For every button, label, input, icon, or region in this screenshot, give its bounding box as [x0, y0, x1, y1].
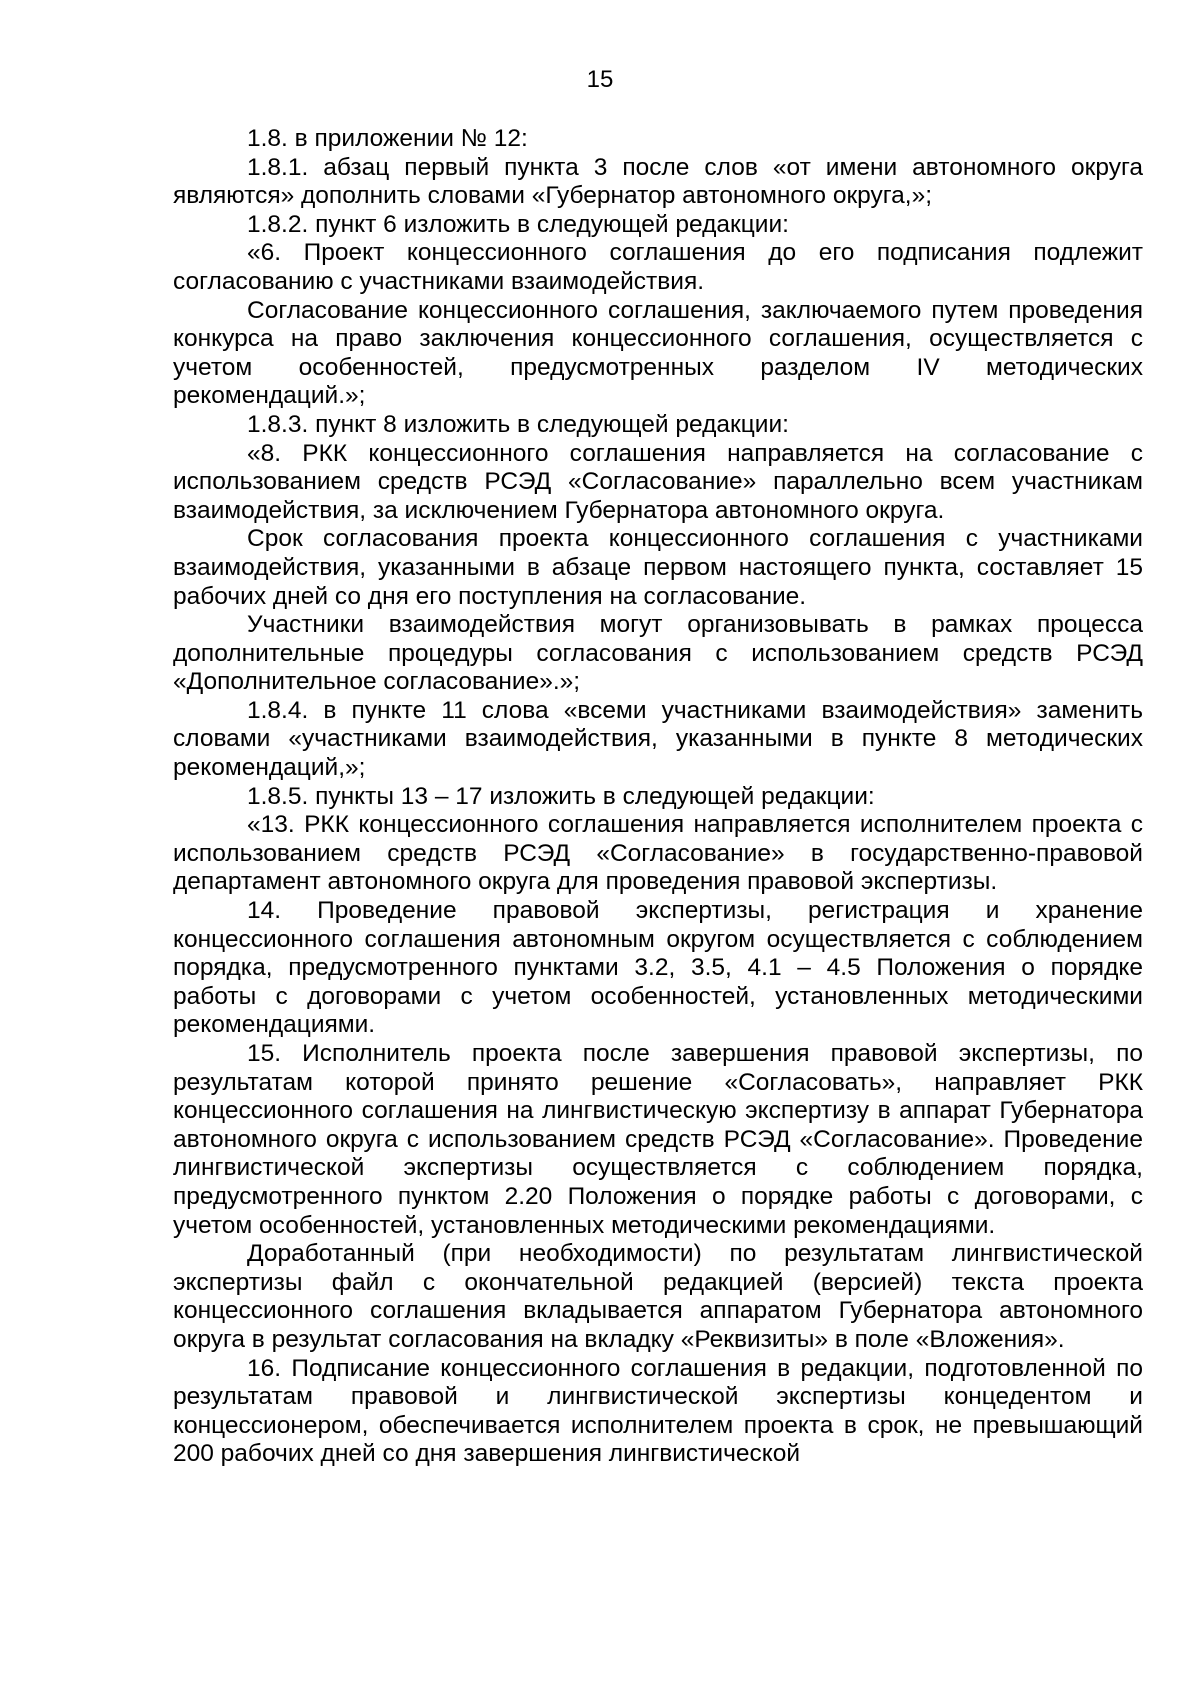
paragraph-1-8-4: 1.8.4. в пункте 11 слова «всеми участниками взаимодействия» заменить словами «участниками взаимодействия, указанными в пункте 8 методических рекомендаций,»; [173, 696, 1143, 782]
paragraph-item-6: «6. Проект концессионного соглашения до его подписания подлежит согласованию с участниками взаимодействия. [173, 239, 1143, 295]
paragraph-item-15-cont: Доработанный (при необходимости) по результатам лингвистической экспертизы файл с окончательной редакцией (версией) текста проекта концессионного соглашения вкладывается аппаратом Губернатора автономного округа в результат согласования на вкладку «Реквизиты» в поле «Вложения». [173, 1240, 1143, 1353]
document-body [173, 125, 1143, 1469]
page-number: 15 [586, 66, 614, 93]
paragraph-item-15: 15. Исполнитель проекта после завершения правовой экспертизы, по результатам которой принято решение «Согласовать», направляет РКК концессионного соглашения на лингвистическую экспертизу в аппарат Губернатора автономного округа с использованием средств РСЭД «Согласование». Проведение лингвистической экспертизы осуществляется с соблюдением порядка, предусмотренного пунктом 2.20 Положения о порядке работы с договорами, с учетом особенностей, установленных методическими рекомендациями. [173, 1040, 1143, 1239]
paragraph-item-6-cont: Согласование концессионного соглашения, заключаемого путем проведения конкурса на право заключения концессионного соглашения, осуществляется с учетом особенностей, предусмотренных разделом IV методических рекомендаций.»; [173, 296, 1143, 410]
paragraph-1-8: 1.8. в приложении № 12: [247, 125, 528, 152]
paragraph-item-16: 16. Подписание концессионного соглашения в редакции, подготовленной по результатам правовой и лингвистической экспертизы концедентом и концессионером, обеспечивается исполнителем проекта в срок, не превышающий 200 рабочих дней со дня завершения лингвистической [173, 1354, 1143, 1468]
paragraph-item-8: «8. РКК концессионного соглашения направляется на согласование с использованием средств РСЭД «Согласование» параллельно всем участникам взаимодействия, за исключением Губернатора автономного округа. [173, 439, 1143, 524]
paragraph-1-8-2: 1.8.2. пункт 6 изложить в следующей редакции: [247, 210, 789, 238]
paragraph-1-8-5: 1.8.5. пункты 13 – 17 изложить в следующей редакции: [247, 782, 875, 810]
paragraph-1-8-1: 1.8.1. абзац первый пункта 3 после слов «от имени автономного округа являются» дополнить словами «Губернатор автономного округа,»; [173, 153, 1143, 210]
paragraph-item-14: 14. Проведение правовой экспертизы, регистрация и хранение концессионного соглашения автономным округом осуществляется с соблюдением порядка, предусмотренного пунктами 3.2, 3.5, 4.1 – 4.5 Положения о порядке работы с договорами с учетом особенностей, установленных методическими рекомендациями. [173, 897, 1143, 1039]
paragraph-item-8-term: Срок согласования проекта концессионного соглашения с участниками взаимодействия, указанными в абзаце первом настоящего пункта, составляет 15 рабочих дней со дня его поступления на согласование. [173, 525, 1143, 610]
paragraph-item-13: «13. РКК концессионного соглашения направляется исполнителем проекта с использованием средств РСЭД «Согласование» в государственно-правовой департамент автономного округа для проведения правовой экспертизы. [173, 811, 1143, 896]
paragraph-1-8-3: 1.8.3. пункт 8 изложить в следующей редакции: [247, 410, 789, 438]
paragraph-item-8-participants: Участники взаимодействия могут организовывать в рамках процесса дополнительные процедуры согласования с использованием средств РСЭД «Дополнительное согласование».»; [173, 611, 1143, 696]
